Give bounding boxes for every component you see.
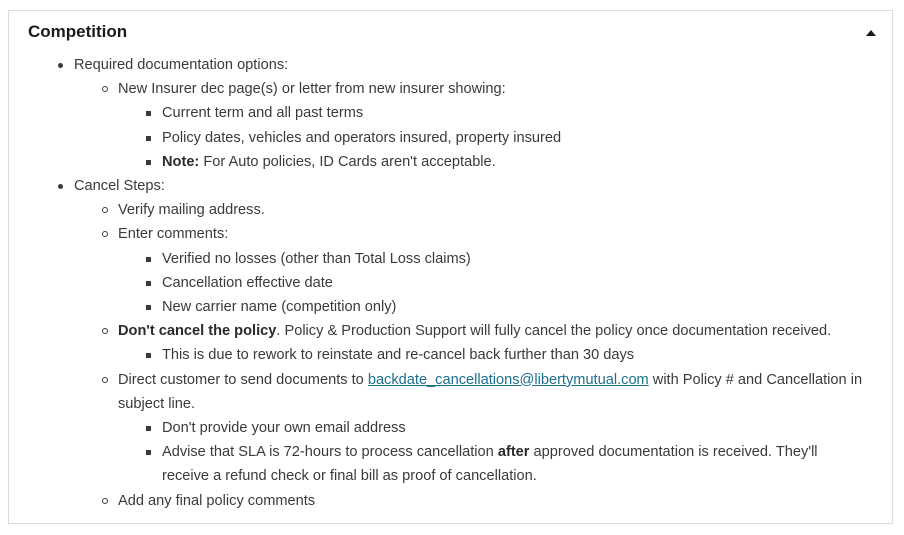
dont-cancel-sublist (118, 343, 892, 367)
email-link[interactable]: backdate_cancellations@libertymutual.com (367, 371, 649, 388)
list-item-verify (118, 198, 892, 222)
comment-effective-date: Cancellation effective date (162, 274, 333, 291)
list-item-final-comments (118, 489, 892, 513)
list-item-direct-customer (118, 368, 892, 489)
note-text: For Auto policies, ID Cards aren't acceptable. (199, 153, 496, 170)
list-item-new-insurer (118, 77, 892, 174)
advise-post: approved documentation is received. They'll receive a refund check or final bill as proof of cancellation. (162, 444, 818, 485)
list-item-required-docs (74, 53, 892, 174)
final-comments-text: Add any final policy comments (118, 492, 316, 509)
direct-pre: Direct customer to send documents to (118, 371, 368, 388)
cancel-steps-label: Cancel Steps: (74, 178, 165, 195)
list-item (162, 416, 892, 440)
comments-sublist (118, 247, 892, 320)
comment-no-losses: Verified no losses (other than Total Loss claims) (162, 250, 471, 267)
caret-up-icon[interactable] (866, 30, 876, 36)
list-item (162, 295, 892, 319)
dont-provide-text: Don't provide your own email address (162, 420, 406, 437)
list-item (162, 101, 892, 125)
list-item-note (162, 150, 892, 174)
advise-text (162, 440, 862, 488)
term-text: Current term and all past terms (162, 105, 364, 122)
verify-text: Verify mailing address. (118, 202, 265, 219)
list-item-cancel-steps (74, 174, 892, 513)
list-item (162, 440, 892, 488)
competition-panel (8, 10, 893, 524)
required-docs-sublist (74, 77, 892, 174)
list-item (162, 247, 892, 271)
rework-text: This is due to rework to reinstate and re-cancel back further than 30 days (162, 347, 635, 364)
new-insurer-sublist (118, 101, 892, 174)
enter-comments-text: Enter comments: (118, 226, 229, 243)
required-docs-label: Required documentation options: (74, 57, 289, 73)
policy-dates-text: Policy dates, vehicles and operators insured, property insured (162, 129, 562, 146)
note-label: Note: (162, 153, 200, 170)
panel-content (9, 53, 892, 513)
panel-header[interactable] (9, 11, 892, 51)
advise-bold: after (497, 444, 530, 461)
direct-customer-sublist (118, 416, 892, 489)
dont-cancel-bold: Don't cancel the policy (118, 323, 277, 340)
dont-cancel-rest: . Policy & Production Support will fully cancel the policy once documentation received. (276, 323, 832, 340)
top-level-list (9, 53, 892, 513)
direct-post: with Policy # and Cancellation in subject line. (118, 371, 863, 412)
direct-customer-text (118, 368, 878, 416)
cancel-steps-sublist (74, 198, 892, 513)
advise-pre: Advise that SLA is 72-hours to process cancellation (162, 444, 498, 461)
list-item-enter-comments (118, 222, 892, 319)
list-item (162, 126, 892, 150)
panel-title: Competition (28, 22, 128, 41)
list-item (162, 343, 892, 367)
new-insurer-text: New Insurer dec page(s) or letter from new insurer showing: (118, 81, 506, 98)
comment-carrier-name: New carrier name (competition only) (162, 299, 397, 316)
list-item (162, 271, 892, 295)
list-item-dont-cancel (118, 319, 892, 367)
